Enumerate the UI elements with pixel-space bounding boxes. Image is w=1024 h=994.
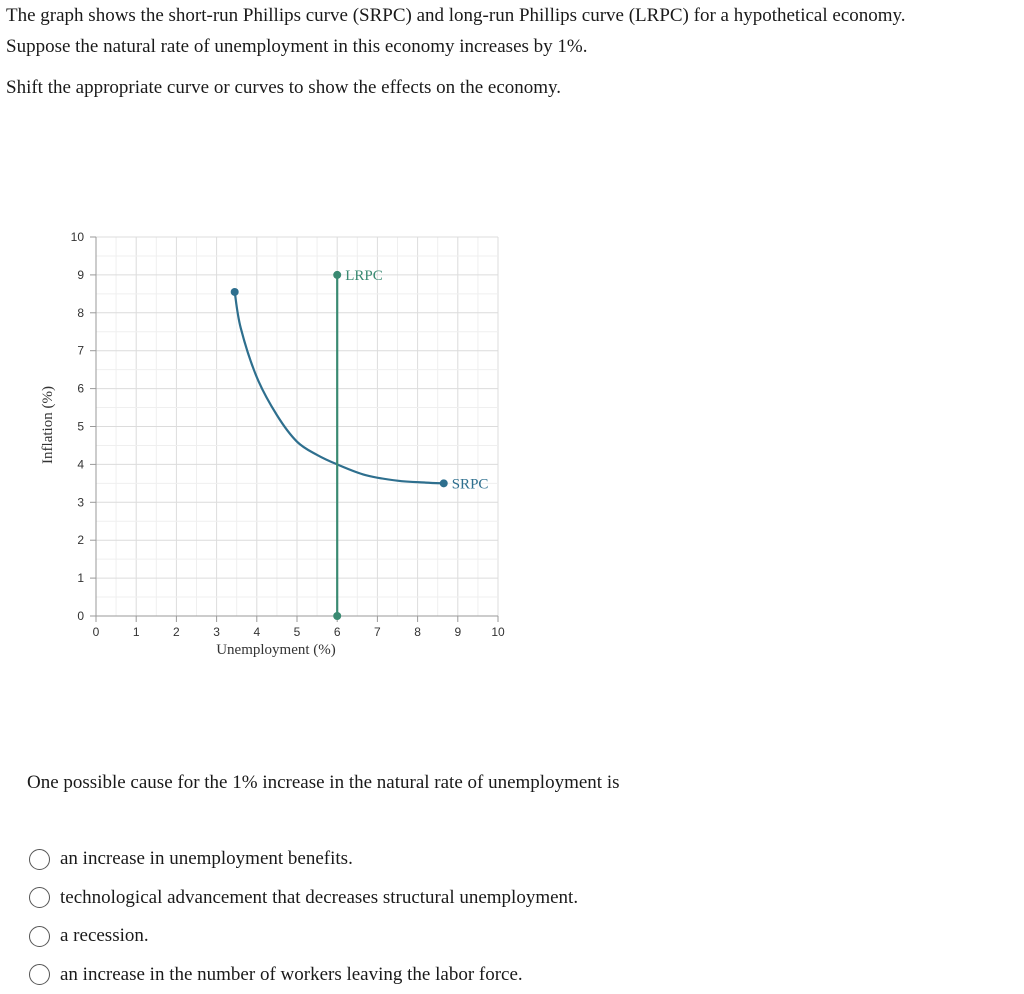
srpc-endpoint-2[interactable] [440, 479, 448, 487]
x-tick-label: 8 [414, 625, 421, 639]
x-tick-label: 0 [93, 625, 100, 639]
y-tick-label: 7 [77, 344, 84, 358]
y-tick-label: 3 [77, 495, 84, 509]
y-tick-label: 1 [77, 571, 84, 585]
y-tick-label: 4 [77, 457, 84, 471]
radio-button[interactable] [29, 849, 50, 870]
y-tick-label: 10 [71, 230, 85, 244]
lrpc-endpoint-1[interactable] [333, 612, 341, 620]
option-workers-leaving-labor-force[interactable] [29, 956, 578, 994]
y-tick-label: 5 [77, 420, 84, 434]
radio-button[interactable] [29, 926, 50, 947]
x-tick-label: 4 [253, 625, 260, 639]
intro-line-2: Suppose the natural rate of unemployment in this economy increases by 1%. [6, 31, 1022, 62]
y-tick-label: 6 [77, 382, 84, 396]
option-technological-advancement[interactable] [29, 879, 578, 918]
option-label: a recession. [60, 925, 149, 947]
y-axis-label: Inflation (%) [40, 386, 56, 464]
x-tick-label: 6 [334, 625, 341, 639]
radio-button[interactable] [29, 964, 50, 985]
y-tick-label: 0 [77, 609, 84, 623]
x-tick-label: 2 [173, 625, 180, 639]
srpc-endpoint-1[interactable] [231, 288, 239, 296]
radio-button[interactable] [29, 887, 50, 908]
option-unemployment-benefits[interactable] [29, 840, 578, 879]
intro-line-1: The graph shows the short-run Phillips curve (SRPC) and long-run Phillips curve (LRPC) for a hypothetical economy. [6, 0, 1022, 31]
x-tick-label: 10 [491, 625, 505, 639]
y-tick-label: 9 [77, 268, 84, 282]
lrpc-label: LRPC [345, 268, 383, 284]
option-recession[interactable] [29, 917, 578, 956]
x-tick-label: 7 [374, 625, 381, 639]
option-label: an increase in unemployment benefits. [60, 848, 353, 870]
answer-options [29, 840, 578, 994]
x-axis-label: Unemployment (%) [216, 642, 336, 658]
y-tick-label: 2 [77, 533, 84, 547]
question-prompt: One possible cause for the 1% increase in the natural rate of unemployment is [27, 772, 620, 794]
lrpc-endpoint-2[interactable] [333, 271, 341, 279]
x-tick-label: 1 [133, 625, 140, 639]
series-layer[interactable] [231, 268, 489, 620]
srpc-label: SRPC [452, 476, 489, 492]
x-tick-label: 5 [294, 625, 301, 639]
grid [96, 237, 498, 616]
option-label: an increase in the number of workers leaving the labor force. [60, 964, 523, 986]
intro-line-3: Shift the appropriate curve or curves to show the effects on the economy. [6, 72, 1022, 103]
option-label: technological advancement that decreases structural unemployment. [60, 887, 578, 909]
x-tick-label: 3 [213, 625, 220, 639]
x-tick-label: 9 [454, 625, 461, 639]
y-tick-label: 8 [77, 306, 84, 320]
srpc-curve[interactable] [235, 292, 444, 483]
